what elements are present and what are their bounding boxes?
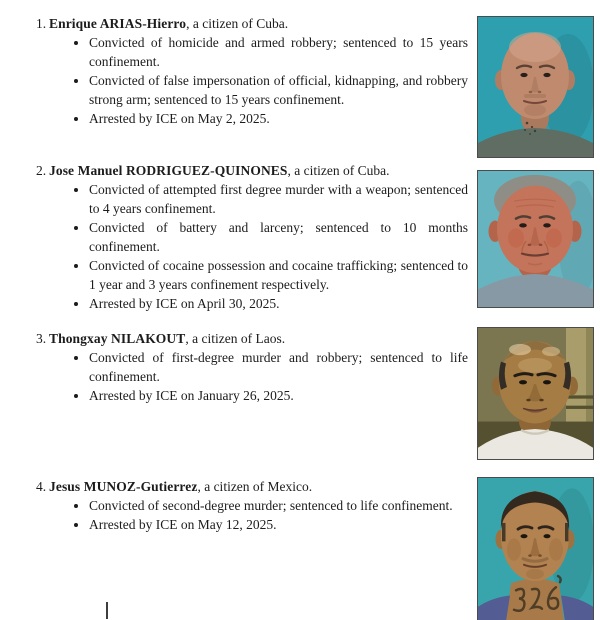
entry-citizenship: , a citizen of Cuba. [186,16,289,31]
entry-heading [49,161,468,180]
bullet-item: • Convicted of battery and larceny; sentenced to 10 months confinement. [89,218,468,256]
entry-name: Jose Manuel RODRIGUEZ-QUINONES [49,163,288,178]
list-entry-4 [36,477,468,534]
bullet-item: • Arrested by ICE on May 12, 2025. [89,515,468,534]
mugshot-illustration [478,17,593,157]
bullet-item: • Convicted of second-degree murder; sentenced to life confinement. [89,496,468,515]
bullet-item: • Arrested by ICE on January 26, 2025. [89,386,468,405]
bullet-item: • Convicted of false impersonation of official, kidnapping, and robbery strong arm; sentenced to 15 years confinement. [89,71,468,109]
entry-citizenship: , a citizen of Mexico. [197,479,313,494]
list-entry-1 [36,14,468,128]
entry-bullets [36,348,468,405]
bullet-item: • Convicted of attempted first degree murder with a weapon; sentenced to 4 years confinement. [89,180,468,218]
entry-name: Enrique ARIAS-Hierro [49,16,187,31]
text-cursor [106,602,108,619]
entry-heading [49,14,468,33]
mugshot-photo-1 [477,16,594,158]
mugshot-illustration [478,171,593,307]
entry-number: 1. [36,16,47,31]
entry-heading [49,477,468,496]
bullet-item: • Convicted of cocaine possession and cocaine trafficking; sentenced to 1 year and 3 years confinement respectively. [89,256,468,294]
mugshot-illustration [478,478,593,620]
entry-bullets [36,496,468,534]
mugshot-photo-3 [477,327,594,460]
entry-heading [49,329,468,348]
list-entry-3 [36,329,468,405]
mugshot-illustration [478,328,593,459]
entry-number: 3. [36,331,47,346]
entry-number: 4. [36,479,47,494]
bullet-item: • Arrested by ICE on April 30, 2025. [89,294,468,313]
list-entry-2 [36,161,468,313]
bullet-item: • Convicted of homicide and armed robbery; sentenced to 15 years confinement. [89,33,468,71]
entry-citizenship: , a citizen of Laos. [185,331,286,346]
mugshot-photo-4 [477,477,594,620]
mugshot-photo-2 [477,170,594,308]
bullet-item: • Arrested by ICE on May 2, 2025. [89,109,468,128]
bullet-item: • Convicted of first-degree murder and robbery; sentenced to life confinement. [89,348,468,386]
entry-bullets [36,180,468,313]
entry-number: 2. [36,163,47,178]
entry-citizenship: , a citizen of Cuba. [287,163,390,178]
entry-name: Thongxay NILAKOUT [49,331,186,346]
entry-bullets [36,33,468,128]
entry-name: Jesus MUNOZ-Gutierrez [49,479,198,494]
